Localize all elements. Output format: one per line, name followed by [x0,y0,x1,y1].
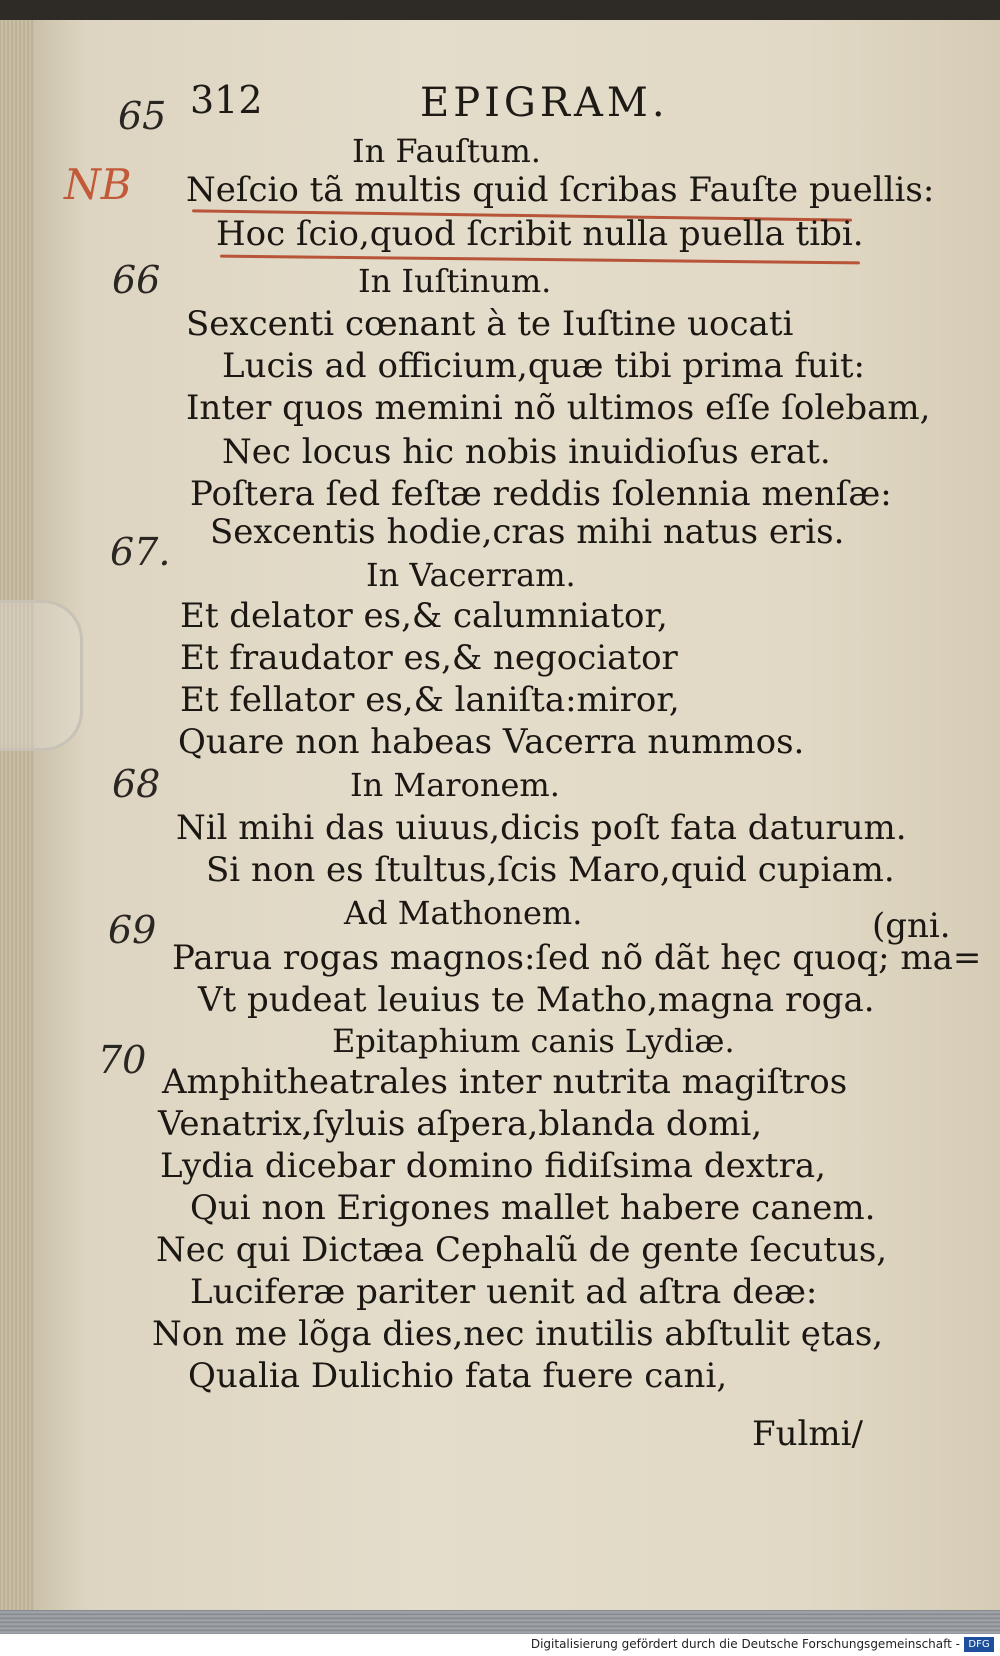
epigram-title: In Fauſtum. [352,132,541,170]
verse-line: Sexcenti cœnant à te Iuſtine uocati [186,304,794,344]
verse-line: Quare non habeas Vacerra nummos. [178,722,805,762]
verse-line: Luciferæ pariter uenit ad aſtra deæ: [190,1272,818,1312]
verse-line: Amphitheatrales inter nutrita magiſtros [162,1062,848,1102]
margin-note-67: 67. [110,530,171,574]
verse-line: Lucis ad officium,quæ tibi prima fuit: [222,346,865,386]
verse-line: Et fellator es,& laniſta:miror, [180,680,680,720]
verse-line: Hoc ſcio,quod ſcribit nulla puella tibi. [216,214,864,254]
verse-line: Et fraudator es,& negociator [180,638,678,678]
margin-note-69: 69 [108,908,157,952]
verse-line: Nec locus hic nobis inuidioſus erat. [222,432,831,472]
footer-credit: Digitalisierung gefördert durch die Deutsche Forschungsgemeinschaft - [530,1637,960,1651]
footer-bar [0,1634,1000,1656]
verse-line: Parua rogas magnos:ſed nõ dãt hęc quoq; ma= [172,938,982,978]
verse-line: Nil mihi das uiuus,dicis poſt fata daturum. [176,808,907,848]
page-header [190,78,710,138]
verse-line: Non me lõga dies,nec inutilis abſtulit ętas, [152,1314,884,1354]
epigram-title: In Iuſtinum. [358,262,552,300]
margin-note-68: 68 [112,762,161,806]
page-number: 312 [190,78,263,122]
running-head: EPIGRAM. [420,80,669,126]
verse-line: Sexcentis hodie,cras mihi natus eris. [210,512,845,552]
verse-line: Venatrix,ſyluis aſpera,blanda domi, [158,1104,763,1144]
carryover-text: (gni. [872,906,951,946]
page-fore-edge [0,20,34,1620]
verse-line: Si non es ſtultus,ſcis Maro,quid cupiam. [206,850,895,890]
epigram-title: In Vacerram. [366,556,576,594]
margin-note-65: 65 [118,94,167,138]
verse-line: Lydia dicebar domino fidiſsima dextra, [160,1146,826,1186]
dfg-logo: DFG [964,1637,994,1652]
catchword: Fulmi/ [752,1414,863,1454]
verse-line: Neſcio tã multis quid ſcribas Fauſte puellis: [186,170,935,210]
verse-line: Qui non Erigones mallet habere canem. [190,1188,876,1228]
epigram-title: Ad Mathonem. [344,894,583,932]
epigram-title: Epitaphium canis Lydiæ. [332,1022,735,1060]
verse-line: Qualia Dulichio fata fuere cani, [188,1356,728,1396]
margin-note-70: 70 [98,1038,147,1082]
margin-note-66: 66 [112,258,161,302]
verse-line: Vt pudeat leuius te Matho,magna roga. [198,980,875,1020]
margin-note-nb: NB [64,160,132,209]
verse-line: Et delator es,& calumniator, [180,596,668,636]
verse-line: Inter quos memini nõ ultimos eſſe ſolebam, [186,388,931,428]
page-bottom-edge [0,1610,1000,1634]
verse-line: Nec qui Dictæa Cephalũ de gente ſecutus, [156,1230,888,1270]
verse-line: Poſtera ſed feſtæ reddis ſolennia menſæ: [190,474,892,514]
epigram-title: In Maronem. [350,766,560,804]
page-clip [0,600,83,751]
